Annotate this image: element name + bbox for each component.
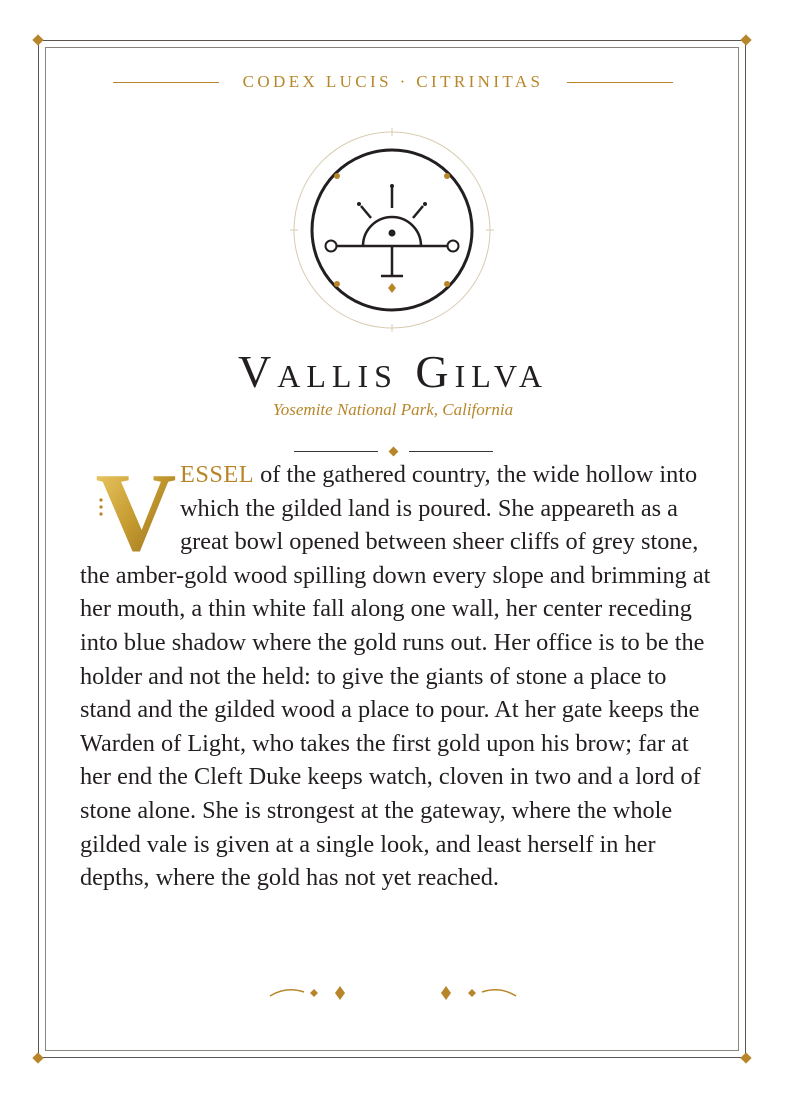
footer-ornament-icon [262,980,524,1006]
dropcap-letter: V [95,462,177,558]
header-rule-right [567,82,673,83]
divider-line-left [294,451,378,452]
body-text: of the gathered country, the wide hollow into which the gilded land is poured. She appeareth as a great bowl opened between sheer cliffs of grey stone, the amber-gold wood spilling down every slope and brimming at her mouth, a thin white fall along one wall, her center receding into blue shadow where the gold runs out. Her office is to be the holder and not the held: to give the giants of stone a place to stand and the gilded wood a place to pour. At her gate keeps the Warden of Light, who takes the first gold upon his brow; far at her end the Cleft Duke keeps watch, cloven in two and a lord of stone alone. She is strongest at the gateway, where the whole gilded vale is given at a single look, and least herself in her depths, where the gold has not yet reached. [80,461,711,892]
dropcap-v [80,462,180,558]
sigil-emblem-icon [290,128,494,332]
lead-word: ESSEL [180,461,255,488]
header [0,70,786,94]
title-divider [0,444,786,458]
header-label: CODEX LUCIS · CITRINITAS [242,72,544,91]
body-paragraph [80,458,712,895]
location-subtitle: Yosemite National Park, California [272,400,514,419]
page-title: Vallis Gilva [238,346,548,397]
divider-line-right [409,451,493,452]
header-rule-left [113,82,219,83]
divider-diamond [388,446,398,456]
